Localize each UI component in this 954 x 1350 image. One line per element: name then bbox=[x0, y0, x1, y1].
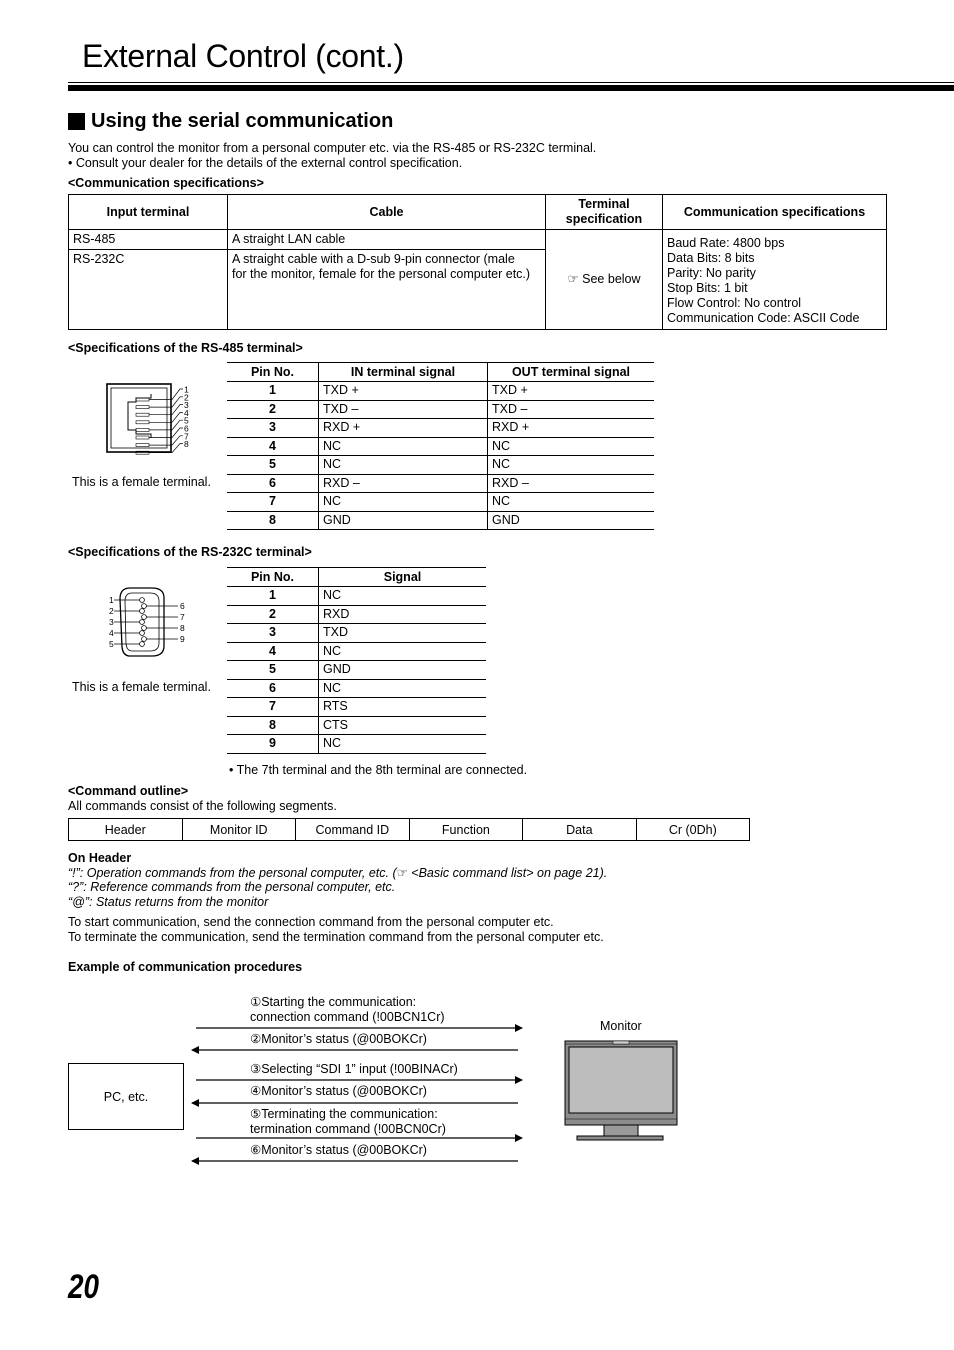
step-2: ②Monitor’s status (@00BOKCr) bbox=[250, 1032, 427, 1046]
start-comm-text: To start communication, send the connection command from the personal computer etc. bbox=[68, 915, 554, 929]
rs485-header-out: OUT terminal signal bbox=[488, 363, 655, 382]
rs485-out-signal: RXD – bbox=[488, 474, 655, 493]
dsub-pin-hole bbox=[142, 604, 147, 609]
intro-text: You can control the monitor from a personal computer etc. via the RS-485 or RS-232C terminal. bbox=[68, 141, 597, 155]
rs485-in-signal: NC bbox=[319, 493, 488, 512]
rs485-pin: 2 bbox=[227, 400, 319, 419]
rs232c-row bbox=[227, 605, 486, 624]
rs485-out-signal: NC bbox=[488, 493, 655, 512]
rs232c-pin: 2 bbox=[227, 605, 319, 624]
rs232c-pin: 6 bbox=[227, 679, 319, 698]
header-line-operation: “!”: Operation commands from the personal computer, etc. (☞ <Basic command list> on page 21). bbox=[68, 866, 608, 880]
rs232c-pin: 9 bbox=[227, 735, 319, 754]
step-5-line1: ⑤Terminating the communication: bbox=[250, 1107, 438, 1121]
command-segment-table bbox=[68, 818, 750, 841]
rs485-out-signal: GND bbox=[488, 511, 655, 530]
communication-arrows bbox=[186, 1020, 531, 1170]
dsub-pin-number: 6 bbox=[180, 601, 185, 611]
rs232c-pin: 4 bbox=[227, 642, 319, 661]
segment-header: Header bbox=[69, 819, 183, 841]
rs485-in-signal: NC bbox=[319, 437, 488, 456]
segment-function: Function bbox=[409, 819, 523, 841]
spec-code: Communication Code: ASCII Code bbox=[667, 311, 860, 325]
rs232c-signal: NC bbox=[319, 735, 487, 754]
monitor-label: Monitor bbox=[600, 1019, 642, 1033]
step-1-line2: connection command (!00BCN1Cr) bbox=[250, 1010, 445, 1024]
rs485-in-signal: TXD – bbox=[319, 400, 488, 419]
rs232c-pin: 5 bbox=[227, 661, 319, 680]
rs485-pin: 1 bbox=[227, 382, 319, 401]
rs485-row bbox=[227, 474, 654, 493]
rs232c-row bbox=[227, 624, 486, 643]
spec-data-bits: Data Bits: 8 bits bbox=[667, 251, 755, 265]
rs232c-row bbox=[227, 642, 486, 661]
comm-specs-table bbox=[68, 194, 887, 330]
dsub-pin-number: 2 bbox=[109, 606, 114, 616]
comm-specs-cell bbox=[663, 230, 887, 330]
square-bullet-icon bbox=[68, 113, 85, 130]
rs232c-signal: NC bbox=[319, 587, 487, 606]
comm-specs-label: <Communication specifications> bbox=[68, 176, 264, 190]
rs232c-row bbox=[227, 661, 486, 680]
rs485-label: <Specifications of the RS-485 terminal> bbox=[68, 341, 303, 355]
rs485-row bbox=[227, 456, 654, 475]
rs232c-signal: CTS bbox=[319, 716, 487, 735]
rj45-contact bbox=[136, 444, 149, 447]
rs232c-caption: This is a female terminal. bbox=[72, 680, 211, 694]
end-comm-text: To terminate the communication, send the termination command from the personal computer etc. bbox=[68, 930, 604, 944]
step-5-line2: termination command (!00BCN0Cr) bbox=[250, 1122, 446, 1136]
rs485-pin: 4 bbox=[227, 437, 319, 456]
spec-baud: Baud Rate: 4800 bps bbox=[667, 236, 785, 250]
rj45-leader-line bbox=[149, 412, 183, 422]
rs232c-row bbox=[227, 716, 486, 735]
monitor-icon bbox=[563, 1039, 679, 1143]
rs232c-pin: 8 bbox=[227, 716, 319, 735]
cable-rs485: A straight LAN cable bbox=[228, 230, 546, 250]
dsub-pin-number: 7 bbox=[180, 612, 185, 622]
segment-data: Data bbox=[523, 819, 636, 841]
spec-stop-bits: Stop Bits: 1 bit bbox=[667, 281, 748, 295]
rs485-pin: 7 bbox=[227, 493, 319, 512]
segment-command-id: Command ID bbox=[296, 819, 410, 841]
dsub-pin-hole bbox=[142, 626, 147, 631]
dsub-pin-hole bbox=[140, 598, 145, 603]
header-comm-specs: Communication specifications bbox=[663, 195, 887, 230]
rs485-pin: 5 bbox=[227, 456, 319, 475]
rj45-contact bbox=[136, 406, 149, 409]
rs485-out-signal: RXD + bbox=[488, 419, 655, 438]
rs232c-row bbox=[227, 587, 486, 606]
command-outline-desc: All commands consist of the following segments. bbox=[68, 799, 337, 813]
title-bar bbox=[68, 85, 954, 91]
rj45-pin-number: 6 bbox=[184, 423, 189, 434]
cable-rs232c-line2: for the monitor, female for the personal computer etc.) bbox=[232, 267, 531, 281]
rs485-row bbox=[227, 400, 654, 419]
terminal-rs232c: RS-232C bbox=[69, 250, 228, 330]
rs232c-header-pin: Pin No. bbox=[227, 568, 319, 587]
dsub9-connector-icon bbox=[106, 584, 196, 664]
dsub-pin-number: 5 bbox=[109, 639, 114, 649]
rj45-leader-line bbox=[149, 405, 183, 415]
rj45-leader-line bbox=[149, 428, 183, 438]
segment-cr: Cr (0Dh) bbox=[636, 819, 749, 841]
rj45-pin-number: 4 bbox=[184, 407, 189, 418]
rj45-pin-number: 2 bbox=[184, 392, 189, 403]
rj45-contact bbox=[136, 413, 149, 416]
rs232c-signal: NC bbox=[319, 679, 487, 698]
rs485-row bbox=[227, 511, 654, 530]
header-cable: Cable bbox=[228, 195, 546, 230]
rs485-header-in: IN terminal signal bbox=[319, 363, 488, 382]
command-outline-label: <Command outline> bbox=[68, 784, 189, 798]
rs485-out-signal: NC bbox=[488, 456, 655, 475]
step-4: ④Monitor’s status (@00BOKCr) bbox=[250, 1084, 427, 1098]
rs485-in-signal: TXD + bbox=[319, 382, 488, 401]
rs232c-label: <Specifications of the RS-232C terminal> bbox=[68, 545, 312, 559]
dsub-pin-number: 1 bbox=[109, 595, 114, 605]
dsub-pin-hole bbox=[142, 615, 147, 620]
rj45-leader-line bbox=[149, 389, 183, 400]
header-line-status: “@”: Status returns from the monitor bbox=[68, 895, 269, 909]
dsub-pin-hole bbox=[140, 620, 145, 625]
rs232c-row bbox=[227, 698, 486, 717]
rs485-pin: 6 bbox=[227, 474, 319, 493]
rj45-contact bbox=[136, 421, 149, 424]
dsub-pin-number: 4 bbox=[109, 628, 114, 638]
section-heading bbox=[68, 110, 393, 133]
rs232c-pin: 1 bbox=[227, 587, 319, 606]
rj45-contact bbox=[136, 428, 149, 431]
rs485-header-pin: Pin No. bbox=[227, 363, 319, 382]
pc-label: PC, etc. bbox=[103, 1089, 149, 1104]
dsub-pin-number: 8 bbox=[180, 623, 185, 633]
rs485-out-signal: NC bbox=[488, 437, 655, 456]
spec-parity: Parity: No parity bbox=[667, 266, 756, 280]
title-rule bbox=[68, 82, 954, 83]
rj45-leader-line bbox=[149, 397, 183, 407]
dsub-pin-number: 3 bbox=[109, 617, 114, 627]
section-heading-text: Using the serial communication bbox=[91, 110, 394, 132]
rj45-pin-number: 8 bbox=[184, 439, 189, 450]
rs232c-pin: 3 bbox=[227, 624, 319, 643]
dsub-pin-hole bbox=[140, 609, 145, 614]
rj45-pin-number: 3 bbox=[184, 400, 189, 411]
rs232c-header-signal: Signal bbox=[319, 568, 487, 587]
terminal-spec-cell: ☞ See below bbox=[546, 230, 663, 330]
segment-monitor-id: Monitor ID bbox=[182, 819, 296, 841]
dsub-pin-number: 9 bbox=[180, 634, 185, 644]
dsub-pin-hole bbox=[140, 642, 145, 647]
rj45-connector-icon bbox=[100, 380, 200, 460]
step-1-line1: ①Starting the communication: bbox=[250, 995, 417, 1009]
rs485-in-signal: GND bbox=[319, 511, 488, 530]
rs485-row bbox=[227, 419, 654, 438]
example-label: Example of communication procedures bbox=[68, 960, 303, 974]
rs232c-signal: TXD bbox=[319, 624, 487, 643]
rs485-caption: This is a female terminal. bbox=[72, 475, 211, 489]
dsub-pin-hole bbox=[140, 631, 145, 636]
rs485-in-signal: NC bbox=[319, 456, 488, 475]
step-6: ⑥Monitor’s status (@00BOKCr) bbox=[250, 1143, 427, 1157]
spec-flow-control: Flow Control: No control bbox=[667, 296, 802, 310]
cable-rs232c-line1: A straight cable with a D-sub 9-pin connector (male bbox=[232, 252, 515, 266]
terminal-rs485: RS-485 bbox=[69, 230, 228, 250]
step-3: ③Selecting “SDI 1” input (!00BINACr) bbox=[250, 1062, 458, 1076]
cable-rs232c bbox=[228, 250, 546, 330]
rj45-pin-number: 5 bbox=[184, 415, 189, 426]
rs232c-note: • The 7th terminal and the 8th terminal are connected. bbox=[229, 763, 528, 777]
rj45-contact bbox=[136, 436, 149, 439]
rs485-row bbox=[227, 437, 654, 456]
rs485-out-signal: TXD – bbox=[488, 400, 655, 419]
rs232c-pin-table bbox=[227, 567, 486, 754]
rs485-in-signal: RXD + bbox=[319, 419, 488, 438]
rs232c-row bbox=[227, 735, 486, 754]
dsub-pin-hole bbox=[142, 637, 147, 642]
rs485-pin-table bbox=[227, 362, 654, 530]
rs232c-row bbox=[227, 679, 486, 698]
rs232c-pin: 7 bbox=[227, 698, 319, 717]
header-line-reference: “?”: Reference commands from the personal computer, etc. bbox=[68, 880, 396, 894]
rs232c-signal: RXD bbox=[319, 605, 487, 624]
rs485-pin: 3 bbox=[227, 419, 319, 438]
rs232c-signal: GND bbox=[319, 661, 487, 680]
rs485-out-signal: TXD + bbox=[488, 382, 655, 401]
on-header-label: On Header bbox=[68, 851, 132, 865]
page-title: External Control (cont.) bbox=[82, 38, 404, 74]
intro-bullet: • Consult your dealer for the details of the external control specification. bbox=[68, 156, 463, 170]
rs485-in-signal: RXD – bbox=[319, 474, 488, 493]
header-input-terminal: Input terminal bbox=[69, 195, 228, 230]
rs485-pin: 8 bbox=[227, 511, 319, 530]
rs485-row bbox=[227, 382, 654, 401]
rs485-row bbox=[227, 493, 654, 512]
page-number: 20 bbox=[68, 1268, 100, 1306]
rj45-leader-line bbox=[149, 420, 183, 430]
rs232c-signal: RTS bbox=[319, 698, 487, 717]
rj45-pin-number: 1 bbox=[184, 384, 189, 395]
rj45-pin-number: 7 bbox=[184, 431, 189, 442]
pc-box bbox=[68, 1063, 184, 1130]
header-terminal-spec: Terminal specification bbox=[546, 195, 663, 230]
rs232c-signal: NC bbox=[319, 642, 487, 661]
